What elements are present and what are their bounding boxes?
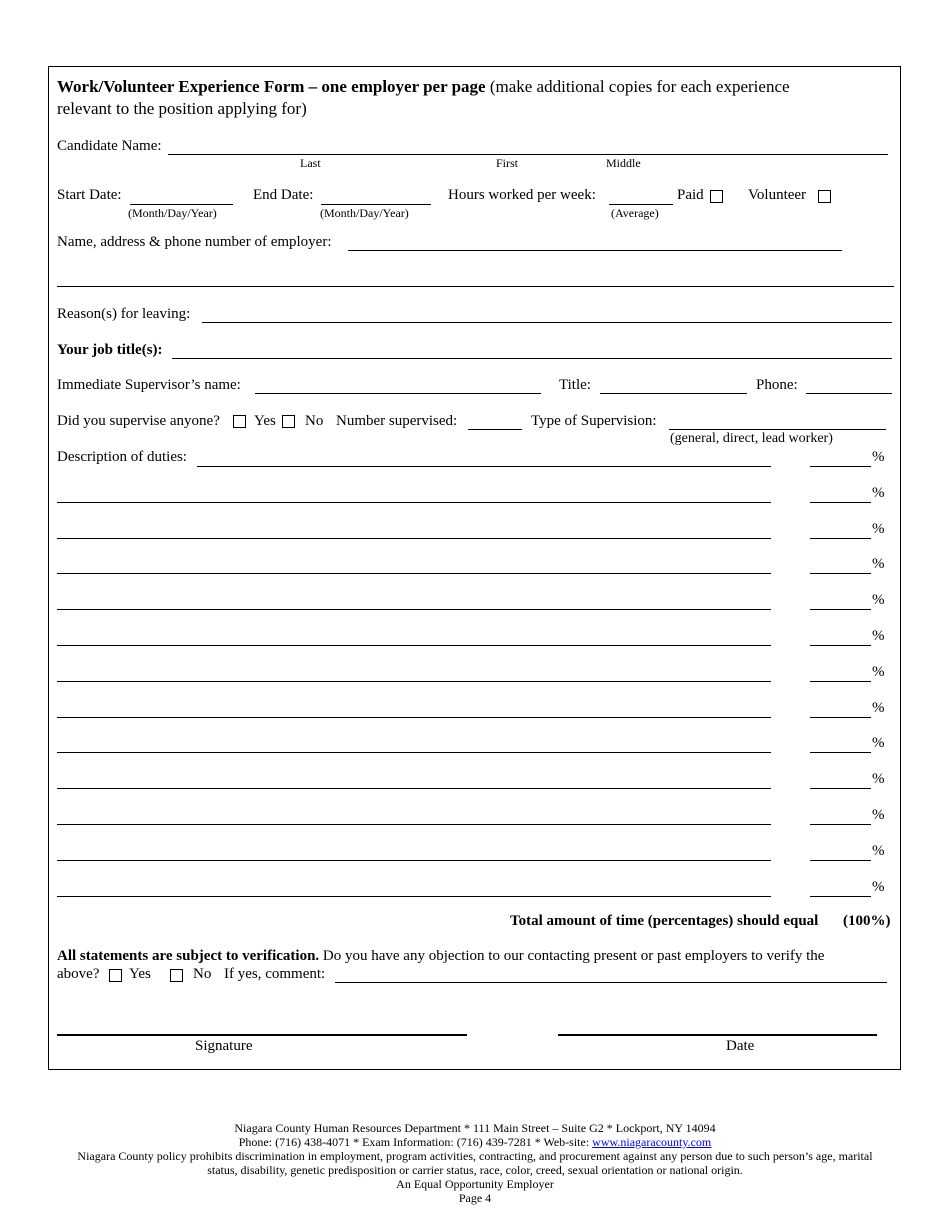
end-date-label: End Date: <box>253 187 314 203</box>
duty-percent-sign: % <box>872 879 885 895</box>
job-title-label: Your job title(s): <box>57 342 163 358</box>
supervisor-name-label: Immediate Supervisor’s name: <box>57 377 241 393</box>
date-label: Date <box>726 1038 755 1054</box>
duties-total-value: (100%) <box>843 913 891 929</box>
employer-field[interactable] <box>348 250 842 251</box>
form-title-line2: relevant to the position applying for) <box>57 99 307 118</box>
duties-label: Description of duties: <box>57 449 187 465</box>
verification-bold: All statements are subject to verification. <box>57 948 320 964</box>
hours-hint: (Average) <box>611 206 659 220</box>
supervision-type-label: Type of Supervision: <box>531 413 657 429</box>
start-date-label: Start Date: <box>57 187 122 203</box>
duty-percent-field[interactable] <box>810 466 871 467</box>
duty-percent-sign: % <box>872 628 885 644</box>
job-title-field[interactable] <box>172 358 892 359</box>
hours-field[interactable] <box>609 204 673 205</box>
duty-description-field[interactable] <box>57 538 771 539</box>
supervisor-phone-label: Phone: <box>756 377 798 393</box>
duty-description-field[interactable] <box>57 609 771 610</box>
supervisor-name-field[interactable] <box>255 393 541 394</box>
duty-description-field[interactable] <box>57 752 771 753</box>
volunteer-label: Volunteer <box>748 187 807 203</box>
hours-label: Hours worked per week: <box>448 187 596 203</box>
footer-website-link[interactable]: www.niagaracounty.com <box>592 1135 712 1149</box>
duty-description-field[interactable] <box>197 466 771 467</box>
signature-label: Signature <box>195 1038 253 1054</box>
duty-description-field[interactable] <box>57 788 771 789</box>
duty-percent-field[interactable] <box>810 788 871 789</box>
end-date-hint: (Month/Day/Year) <box>320 206 409 220</box>
duty-percent-sign: % <box>872 771 885 787</box>
duty-percent-field[interactable] <box>810 896 871 897</box>
duty-description-field[interactable] <box>57 573 771 574</box>
duty-percent-field[interactable] <box>810 717 871 718</box>
supervisor-title-field[interactable] <box>600 393 747 394</box>
candidate-name-field[interactable] <box>168 154 888 155</box>
duty-description-field[interactable] <box>57 681 771 682</box>
supervisor-phone-field[interactable] <box>806 393 892 394</box>
verification-no-checkbox[interactable] <box>170 969 183 982</box>
verification-statement <box>57 948 824 965</box>
footer-address: Niagara County Human Resources Department * 111 Main Street – Suite G2 * Lockport, NY 14094 <box>234 1121 716 1135</box>
footer-eoe: An Equal Opportunity Employer <box>396 1177 554 1191</box>
supervise-question: Did you supervise anyone? <box>57 413 220 429</box>
employer-label: Name, address & phone number of employer: <box>57 234 332 250</box>
form-title-note: (make additional copies for each experience <box>489 77 790 96</box>
reason-field[interactable] <box>202 322 892 323</box>
supervise-no-label: No <box>305 413 324 429</box>
duty-percent-field[interactable] <box>810 538 871 539</box>
number-supervised-field[interactable] <box>468 429 522 430</box>
duties-total-text: Total amount of time (percentages) should equal <box>510 913 819 929</box>
verification-above: above? <box>57 966 100 982</box>
employer-field-line2[interactable] <box>57 286 894 287</box>
duty-description-field[interactable] <box>57 824 771 825</box>
verification-comment-field[interactable] <box>335 982 887 983</box>
end-date-field[interactable] <box>321 204 431 205</box>
duty-percent-sign: % <box>872 556 885 572</box>
duty-percent-field[interactable] <box>810 752 871 753</box>
supervision-type-field[interactable] <box>669 429 886 430</box>
duty-percent-field[interactable] <box>810 573 871 574</box>
verification-no-label: No <box>193 966 212 982</box>
duty-description-field[interactable] <box>57 896 771 897</box>
verification-yes-label: Yes <box>129 966 151 982</box>
duty-percent-sign: % <box>872 521 885 537</box>
signature-field[interactable] <box>57 1034 467 1036</box>
verification-yes-checkbox[interactable] <box>109 969 122 982</box>
date-field[interactable] <box>558 1034 877 1036</box>
volunteer-checkbox[interactable] <box>818 190 831 203</box>
duty-description-field[interactable] <box>57 717 771 718</box>
duty-percent-field[interactable] <box>810 645 871 646</box>
footer-policy-line1: Niagara County policy prohibits discrimination in employment, program activities, contracting, and procurement against any person due to such person’s age, marital <box>77 1149 873 1163</box>
duty-percent-field[interactable] <box>810 681 871 682</box>
verification-comment-label: If yes, comment: <box>224 966 326 982</box>
supervisor-title-label: Title: <box>559 377 591 393</box>
duty-percent-sign: % <box>872 807 885 823</box>
number-supervised-label: Number supervised: <box>336 413 458 429</box>
reason-label: Reason(s) for leaving: <box>57 306 191 322</box>
candidate-last-hint: Last <box>300 156 321 170</box>
supervise-yes-checkbox[interactable] <box>233 415 246 428</box>
footer-policy-line2: status, disability, genetic predisposition or carrier status, race, color, creed, sexual orientation or national origin. <box>207 1163 743 1177</box>
candidate-first-hint: First <box>496 156 519 170</box>
supervision-type-hint: (general, direct, lead worker) <box>670 431 833 446</box>
candidate-name-label: Candidate Name: <box>57 138 162 154</box>
supervise-yes-label: Yes <box>254 413 276 429</box>
duty-description-field[interactable] <box>57 502 771 503</box>
duty-percent-field[interactable] <box>810 502 871 503</box>
duty-percent-sign: % <box>872 664 885 680</box>
duty-description-field[interactable] <box>57 860 771 861</box>
duty-percent-sign: % <box>872 843 885 859</box>
footer-contact <box>0 1135 950 1149</box>
duty-percent-field[interactable] <box>810 824 871 825</box>
paid-checkbox[interactable] <box>710 190 723 203</box>
duty-percent-sign: % <box>872 700 885 716</box>
footer-phone: Phone: (716) 438-4071 * Exam Information: (716) 439-7281 * Web-site: <box>238 1135 590 1149</box>
verification-text: Do you have any objection to our contacting present or past employers to verify the <box>322 948 825 964</box>
duty-percent-sign: % <box>872 485 885 501</box>
form-title <box>57 77 790 97</box>
candidate-middle-hint: Middle <box>606 156 641 170</box>
start-date-hint: (Month/Day/Year) <box>128 206 217 220</box>
form-title-bold: Work/Volunteer Experience Form – one employer per page <box>57 77 486 96</box>
duty-percent-field[interactable] <box>810 860 871 861</box>
supervise-no-checkbox[interactable] <box>282 415 295 428</box>
paid-label: Paid <box>677 187 704 203</box>
duty-percent-sign: % <box>872 592 885 608</box>
duty-percent-sign: % <box>872 449 885 465</box>
start-date-field[interactable] <box>130 204 233 205</box>
duty-description-field[interactable] <box>57 645 771 646</box>
duty-percent-field[interactable] <box>810 609 871 610</box>
duty-percent-sign: % <box>872 735 885 751</box>
footer-page-number: Page 4 <box>458 1191 492 1205</box>
